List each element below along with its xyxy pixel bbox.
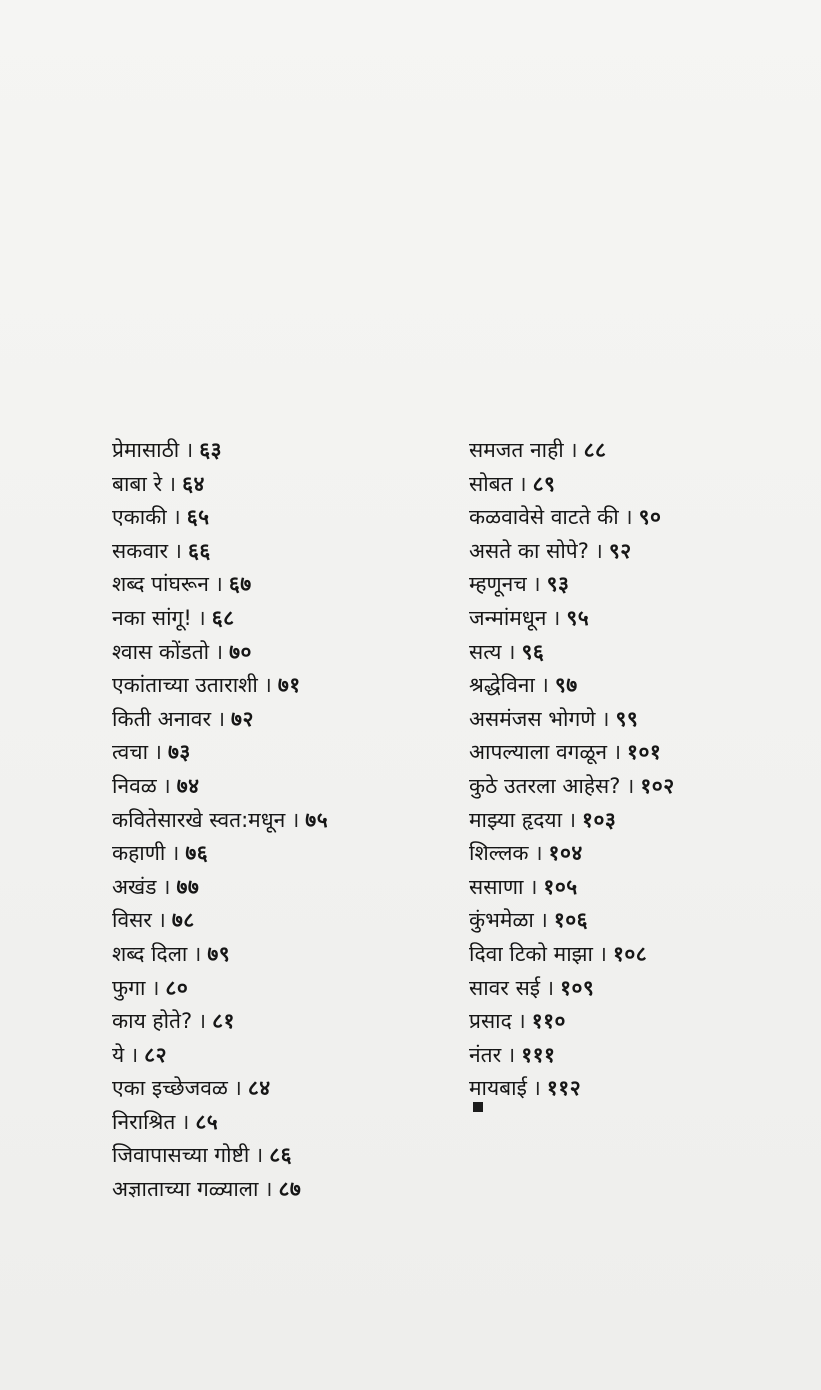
toc-page-number: ८२ [144, 1042, 167, 1067]
toc-separator: । [540, 673, 549, 698]
toc-separator: । [552, 605, 561, 630]
toc-separator: । [198, 1009, 207, 1034]
toc-page-number: ९९ [615, 706, 639, 731]
toc-separator: । [215, 639, 224, 664]
toc-separator: । [539, 908, 548, 933]
toc-page-number: ६३ [199, 438, 223, 462]
toc-page-number: ७८ [171, 908, 195, 933]
toc-entry-title: प्रसाद [469, 1009, 512, 1034]
toc-entry [112, 434, 452, 468]
toc-entry-title: ससाणा [469, 874, 524, 899]
toc-page-number: १११ [521, 1042, 556, 1067]
toc-page-number: ६७ [228, 572, 252, 597]
toc-entry [469, 837, 799, 871]
toc-separator: । [624, 505, 633, 530]
toc-page-number: ९६ [521, 639, 545, 664]
toc-page-number: ८९ [532, 471, 556, 496]
toc-entry-title: नका सांगू! [112, 605, 192, 630]
toc-entry-title: असमंजस भोगणे [469, 706, 596, 731]
toc-page-number: ११० [531, 1009, 566, 1034]
toc-entry-title: कुंभमेळा [469, 908, 534, 933]
toc-separator: । [130, 1042, 139, 1067]
toc-separator: । [263, 673, 272, 698]
toc-separator: । [546, 975, 555, 1000]
toc-entry-title: कवितेसारखे स्वत:मधून [112, 807, 286, 832]
toc-separator: । [174, 538, 182, 563]
toc-page-number: १०२ [640, 773, 675, 798]
toc-entry-title: ये [112, 1042, 125, 1067]
toc-separator: । [171, 841, 180, 866]
toc-page-number: ९३ [546, 572, 570, 597]
toc-separator: । [518, 471, 527, 496]
toc-separator: । [532, 572, 541, 597]
toc-entry-title: मायबाई [469, 1076, 527, 1101]
toc-column-right [469, 434, 799, 1106]
toc-entry [469, 535, 799, 569]
toc-entry [112, 904, 452, 938]
toc-entry-title: त्वचा [112, 740, 149, 765]
toc-page-number: १०९ [560, 975, 595, 1000]
toc-separator: । [162, 773, 171, 798]
toc-entry-title: श्वास कोंडतो [112, 639, 210, 664]
toc-entry [469, 871, 799, 905]
toc-separator: । [233, 1076, 242, 1101]
toc-entry [112, 703, 452, 737]
toc-entry-title: म्हणूनच [469, 572, 527, 597]
toc-entry [469, 636, 799, 670]
toc-entry-title: समजत नाही [469, 438, 564, 462]
toc-entry-title: श्रद्धेविना [469, 673, 535, 698]
end-square-mark [473, 1102, 483, 1112]
toc-entry-title: माझ्या हृदया [469, 807, 563, 832]
toc-entry [112, 468, 452, 502]
toc-entry-title: शिल्लक [469, 841, 529, 866]
toc-page-number: ७९ [207, 941, 231, 966]
toc-entry [112, 501, 452, 535]
toc-page-number: १०८ [612, 941, 648, 966]
toc-page-number: ८५ [195, 1109, 219, 1134]
toc-page-number: ७० [229, 639, 252, 664]
toc-entry-title: एका इच्छेजवळ [112, 1076, 228, 1101]
toc-page-number: ९७ [554, 673, 578, 698]
toc-separator: । [613, 740, 622, 765]
toc-entry [469, 468, 799, 502]
toc-entry [112, 770, 452, 804]
toc-entry [469, 568, 799, 602]
toc-entry [112, 804, 452, 838]
toc-page-number: ७४ [176, 773, 200, 798]
toc-page-number: ८६ [269, 1143, 293, 1168]
toc-entry [469, 904, 799, 938]
toc-entry-title: सकवार [112, 538, 169, 563]
toc-entry-title: अखंड [112, 874, 157, 899]
toc-page-number: १०३ [582, 807, 617, 832]
toc-separator: । [291, 807, 300, 832]
toc-page-number: ८० [165, 975, 189, 1000]
toc-page-number: ११२ [546, 1076, 582, 1101]
toc-entry [112, 871, 452, 905]
toc-page-number: १०६ [553, 908, 589, 933]
toc-page-number: ८४ [247, 1076, 271, 1101]
toc-separator: । [157, 908, 166, 933]
toc-separator: । [264, 1177, 273, 1202]
toc-separator: । [626, 773, 635, 798]
toc-separator: । [185, 438, 194, 462]
toc-entry [112, 1139, 452, 1173]
toc-entry [469, 1005, 799, 1039]
toc-entry-title: फुगा [112, 975, 146, 1000]
toc-separator: । [534, 841, 543, 866]
toc-separator: । [255, 1143, 264, 1168]
toc-entry [112, 568, 452, 602]
toc-entry [112, 837, 452, 871]
toc-separator: । [181, 1109, 190, 1134]
toc-entry [469, 804, 799, 838]
toc-entry-title: बाबा रे [112, 471, 163, 496]
toc-entry-title: शब्द दिला [112, 941, 188, 966]
toc-separator: । [529, 874, 538, 899]
toc-separator: । [517, 1009, 526, 1034]
toc-entry-title: कुठे उतरला आहेस? [469, 773, 621, 798]
toc-entry [469, 1039, 799, 1073]
toc-entry [469, 938, 799, 972]
toc-entry-title: काय होते? [112, 1009, 193, 1034]
toc-separator: । [598, 941, 607, 966]
toc-entry-title: जन्मांमधून [469, 605, 547, 630]
toc-entry-title: सावर सई [469, 975, 541, 1000]
toc-page-number: ७३ [167, 740, 191, 765]
toc-page-number: ७६ [185, 841, 209, 866]
toc-page-number: १०४ [548, 841, 583, 866]
toc-entry-title: प्रेमासाठी [112, 438, 180, 462]
toc-separator: । [568, 807, 577, 832]
toc-entry-title: एकाकी [112, 505, 167, 530]
toc-page-number: ८७ [278, 1177, 302, 1202]
toc-entry-title: अज्ञाताच्या गळ्याला [112, 1177, 259, 1202]
toc-entry-title: आपल्याला वगळून [469, 740, 608, 765]
toc-page-number: ६६ [188, 538, 211, 563]
toc-entry-title: निवळ [112, 773, 157, 798]
toc-entry [469, 501, 799, 535]
toc-entry [112, 669, 452, 703]
toc-separator: । [162, 874, 171, 899]
toc-entry-title: शब्द पांघरून [112, 572, 209, 597]
toc-separator: । [151, 975, 160, 1000]
toc-separator: । [168, 471, 177, 496]
toc-page-number: ७१ [277, 673, 301, 698]
toc-separator: । [214, 572, 223, 597]
toc-entry [112, 1106, 452, 1140]
toc-entry [469, 736, 799, 770]
toc-entry [469, 1072, 799, 1106]
toc-entry-title: दिवा टिको माझा [469, 941, 593, 966]
toc-entry-title: निराश्रित [112, 1109, 176, 1134]
toc-separator: । [217, 706, 226, 731]
toc-entry [112, 535, 452, 569]
toc-page-number: ७७ [176, 874, 200, 899]
toc-page-number: १०५ [543, 874, 578, 899]
toc-entry-title: सत्य [469, 639, 502, 664]
toc-entry-title: नंतर [469, 1042, 502, 1067]
toc-entry-title: जिवापासच्या गोष्टी [112, 1143, 250, 1168]
toc-page-number: ९० [638, 505, 662, 530]
toc-separator: । [197, 605, 206, 630]
toc-page-number: ९२ [608, 538, 632, 563]
toc-page-number: ७२ [231, 706, 254, 731]
toc-entry [112, 1005, 452, 1039]
toc-entry [469, 972, 799, 1006]
toc-page-number: १०१ [627, 740, 662, 765]
toc-page-number: ७५ [305, 807, 329, 832]
toc-entry-title: सोबत [469, 471, 513, 496]
toc-entry [469, 669, 799, 703]
toc-entry [112, 938, 452, 972]
toc-separator: । [532, 1076, 541, 1101]
toc-separator: । [569, 438, 578, 462]
toc-separator: । [193, 941, 202, 966]
toc-separator: । [507, 639, 516, 664]
toc-entry-title: असते का सोपे? [469, 538, 589, 563]
toc-page-number: ८१ [212, 1009, 235, 1034]
toc-column-left [112, 434, 452, 1207]
toc-entry [112, 1072, 452, 1106]
toc-entry [112, 1039, 452, 1073]
toc-page-number: ६४ [182, 471, 205, 496]
toc-entry [112, 602, 452, 636]
toc-separator: । [172, 505, 181, 530]
toc-entry [112, 736, 452, 770]
toc-entry [469, 434, 799, 468]
toc-entry-title: कहाणी [112, 841, 166, 866]
toc-entry [469, 602, 799, 636]
toc-entry-title: एकांताच्या उताराशी [112, 673, 258, 698]
toc-entry [469, 703, 799, 737]
toc-entry [112, 972, 452, 1006]
toc-entry [112, 1173, 452, 1207]
toc-page-number: ६५ [186, 505, 210, 530]
toc-entry [112, 636, 452, 670]
toc-separator: । [594, 538, 603, 563]
toc-entry-title: विसर [112, 908, 152, 933]
toc-page-number: ८८ [583, 438, 607, 462]
toc-separator: । [601, 706, 610, 731]
toc-page-number: ६८ [211, 605, 235, 630]
toc-entry [469, 770, 799, 804]
toc-separator: । [154, 740, 162, 765]
toc-page-number: ९५ [566, 605, 590, 630]
toc-entry-title: किती अनावर [112, 706, 212, 731]
toc-entry-title: कळवावेसे वाटते की [469, 505, 619, 530]
toc-separator: । [507, 1042, 516, 1067]
